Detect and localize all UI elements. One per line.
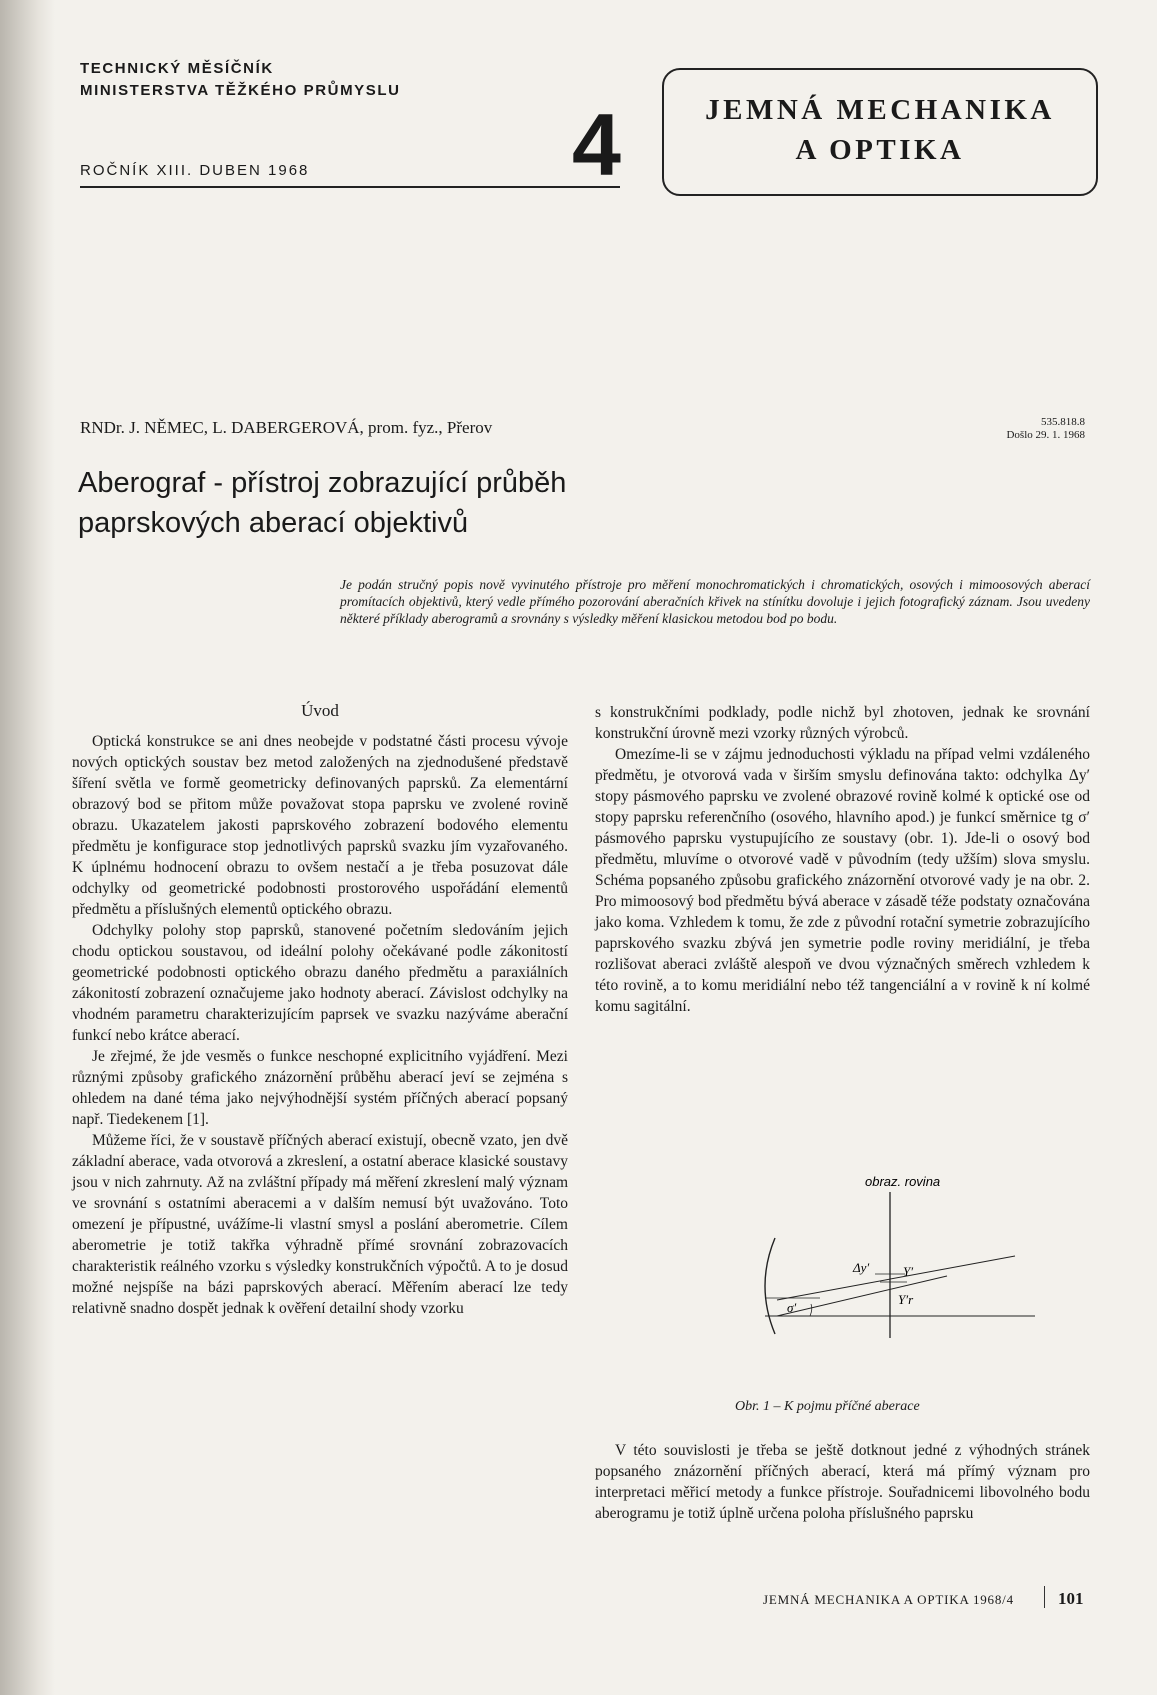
paragraph: Je zřejmé, že jde vesměs o funkce neschopné explicitního vyjádření. Mezi různými způsoby grafického znázornění průběhu aberací jeví se zejména s ohledem na dané téma jako nejvýhodnější systém příčných aberací popsaný např. Tiedekenem [1].: [72, 1048, 568, 1128]
label-delta-y: Δy′: [853, 1260, 870, 1275]
udc-code: 535.818.8: [1041, 416, 1085, 428]
figure-caption: Obr. 1 – K pojmu příčné aberace: [735, 1399, 920, 1414]
footer-journal: JEMNÁ MECHANIKA A OPTIKA 1968/4: [763, 1592, 1014, 1607]
publisher-line-1: TECHNICKÝ MĚSÍČNÍK: [80, 60, 274, 77]
paragraph: Omezíme-li se v zájmu jednoduchosti výkladu na případ velmi vzdáleného předmětu, je otvorová vada v širším smyslu definována takto: odchylka Δy′ stopy pásmového paprsku ve zvolené obrazové rovině kolmé k optické ose od stopy paprsku referenčního (osového, hlavního apod.) je funkcí směrnice tg σ′ pásmového paprsku vystupujícího ze soustavy (obr. 1). Jde-li o osový bod předmětu, mluvíme o otvorové vadě v původním (tedy užším) slova smyslu. Schéma popsaného způsobu grafického znázornění otvorové vady je na obr. 2. Pro mimoosový bod předmětu bývá aberace v zásadě téže podstaty označována jako koma. Vzhledem k tomu, že zde z původní rotační symetrie zobrazujícího paprskového svazku zbývá jen symetrie podle roviny meridiální, je třeba rozlišovat aberaci zvláště alespoň ve dvou význačných směrech vzhledem k této rovině, a to komu meridiální nebo též tangenciální a v rovině k ní kolmé komu sagitální.: [595, 746, 1090, 1015]
article-title-line-2: paprskových aberací objektivů: [78, 507, 469, 539]
paragraph: s konstrukčními podklady, podle nichž byl zhotoven, jednak ke srovnání konstrukční úrovně mezi vzorky různých výrobců.: [595, 704, 1090, 742]
article-meta: [985, 416, 1085, 442]
journal-title-line-2: A OPTIKA: [795, 134, 965, 166]
label-sigma: σ′: [787, 1300, 797, 1315]
paragraph: Můžeme říci, že v soustavě příčných aberací existují, obecně vzato, jen dvě základní aberace, vada otvorová a zkreslení, a ostatní aberace klasické soustavy jsou v nich zahrnuty. Až na zvláštní případy má měření zkreslení malý význam ve srovnání s ostatními aberacemi a v dalším nemusí být uvažováno. Toto omezení je přípustné, uvážíme-li vlastní smysl a poslání aberometrie. Cílem aberometrie je totiž takřka výhradně přímé srovnání zobrazovacích charakteristik reálného vzorku s výsledky konstrukčních výpočtů. A to je dosud možné nejspíše na bázi paprskových aberací. Měřením aberací lze tedy relativně snadno dospět jednak k ověření detailní shody vzorku: [72, 1132, 568, 1317]
journal-title-box: [662, 68, 1098, 196]
article-abstract: Je podán stručný popis nově vyvinutého přístroje pro měření monochromatických i chromatických, osových i mimoosových aberací promítacích objektivů, který vedle přímého pozorování aberačních křivek na stínítku dovoluje i jejich fotografický záznam. Jsou uvedeny některé příklady aberogramů a srovnány s výsledky měření klasickou metodou bod po bodu.: [340, 577, 1090, 626]
article-title-line-1: Aberograf - přístroj zobrazující průběh: [78, 467, 567, 499]
reference-ray: [777, 1256, 1015, 1300]
publisher-line-2: MINISTERSTVA TĚŽKÉHO PRŮMYSLU: [80, 82, 401, 99]
volume-line: ROČNÍK XIII. DUBEN 1968: [80, 162, 310, 179]
journal-title-line-1: JEMNÁ MECHANIKA: [705, 94, 1055, 126]
header-rule: [80, 186, 620, 188]
figure-transverse-aberration: [715, 1168, 1065, 1398]
article-authors: RNDr. J. NĚMEC, L. DABERGEROVÁ, prom. fyz., Přerov: [80, 418, 493, 437]
issue-number: 4: [572, 95, 621, 194]
paragraph: Optická konstrukce se ani dnes neobejde v podstatné části procesu vývoje nových optických soustav bez metod založených na zjednodušené představě šíření světla ve formě geometricky definovaných paprsků. Za elementární obrazový bod se přitom může považovat stopa paprsku ve zvolené rovině obrazu. Ukazatelem jakosti paprskového zobrazení bodového elementu předmětu je konfigurace stop jednotlivých paprsků svazku jím vyzařovaného. K úplnému hodnocení obrazu to ovšem nestačí a je třeba posuzovat dále odchylky od geometrické podobnosti prostorového uspořádání elementů předmětu a příslušných elementů optického obrazu.: [72, 733, 568, 918]
received-date: Došlo 29. 1. 1968: [1006, 429, 1085, 441]
zonal-ray: [777, 1276, 947, 1316]
right-column-lower: [595, 1440, 1090, 1524]
paragraph: V této souvislosti je třeba se ještě dotknout jedné z výhodných stránek popsaného znázornění příčných aberací, která má přímý význam pro interpretaci měřicí metody a funkce přístroje. Souřadnicemi libovolného bodu aberogramu je totiž úplně určena poloha příslušného paprsku: [595, 1442, 1090, 1522]
label-y: Y′: [903, 1264, 914, 1279]
page-gutter-shadow: [0, 0, 55, 1695]
lens-surface: [765, 1238, 775, 1334]
label-yr: Y′r: [898, 1292, 914, 1307]
footer-separator: [1044, 1586, 1045, 1608]
right-column: [595, 702, 1090, 1017]
article-title: [78, 463, 718, 543]
publisher-block: [80, 58, 401, 102]
label-image-plane: obraz. rovina: [865, 1174, 941, 1189]
angle-arc: [810, 1304, 812, 1316]
page-number: 101: [1058, 1589, 1084, 1608]
left-column: [72, 700, 568, 1319]
paragraph: Odchylky polohy stop paprsků, stanovené početním sledováním jejich chodu optickou soustavou, od ideální polohy očekávané podle zákonitostí geometrické podobnosti optického obrazu daného předmětu a paraxiálních zákonitostí zobrazení označujeme jako hodnoty aberací. Závislost odchylky na vhodném parametru charakterizujícím paprsek ve svazku nazýváme aberační funkcí nebo krátce aberací.: [72, 922, 568, 1044]
section-heading-intro: Úvod: [301, 701, 339, 720]
